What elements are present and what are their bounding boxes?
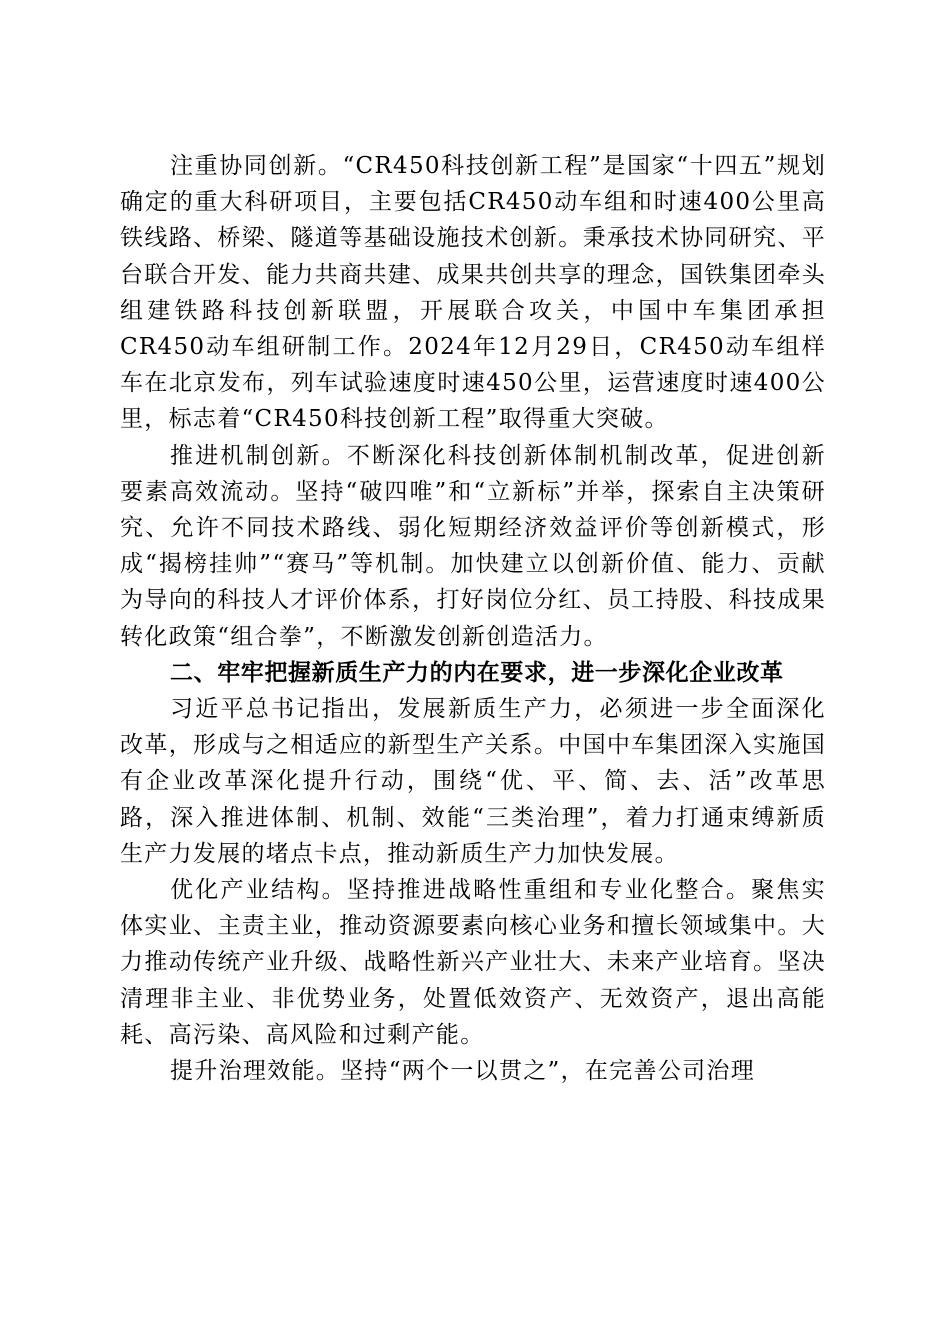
paragraph-industrial-structure: 优化产业结构。坚持推进战略性重组和专业化整合。聚焦实体实业、主责主业，推动资源要素向核心业务和擅长领域集中。大力推动传统产业升级、战略性新兴产业壮大、未来产业培育。坚决清理非主业、非优势业务，处置低效资产、无效资产，退出高能耗、高污染、高风险和过剩产能。	[120, 877, 826, 1048]
document-body	[120, 148, 826, 1089]
paragraph-governance-efficiency: 提升治理效能。坚持“两个一以贯之”，在完善公司治理	[170, 1058, 756, 1085]
section-heading-reform: 二、牢牢把握新质生产力的内在要求，进一步深化企业改革	[170, 659, 784, 686]
paragraph-mechanism-innovation: 推进机制创新。不断深化科技创新体制机制改革，促进创新要素高效流动。坚持“破四唯”和“立新标”并举，探索自主决策研究、允许不同技术路线、弱化短期经济效益评价等创新模式，形成“揭榜挂帅”“赛马”等机制。加快建立以创新价值、能力、贡献为导向的科技人才评价体系，打好岗位分红、员工持股、科技成果转化政策“组合拳”，不断激发创新创造活力。	[120, 442, 826, 650]
paragraph-collaborative-innovation: 注重协同创新。“CR450科技创新工程”是国家“十四五”规划确定的重大科研项目，主要包括CR450动车组和时速400公里高铁线路、桥梁、隧道等基础设施技术创新。秉承技术协同研究、平台联合开发、能力共商共建、成果共创共享的理念，国铁集团牵头组建铁路科技创新联盟，开展联合攻关，中国中车集团承担CR450动车组研制工作。2024年12月29日，CR450动车组样车在北京发布，列车试验速度时速450公里，运营速度时速400公里，标志着“CR450科技创新工程”取得重大突破。	[120, 153, 826, 433]
paragraph-reform-intro: 习近平总书记指出，发展新质生产力，必须进一步全面深化改革，形成与之相适应的新型生产关系。中国中车集团深入实施国有企业改革深化提升行动，围绕“优、平、简、去、活”改革思路，深入推进体制、机制、效能“三类治理”，着力打通束缚新质生产力发展的堵点卡点，推动新质生产力加快发展。	[120, 696, 826, 867]
